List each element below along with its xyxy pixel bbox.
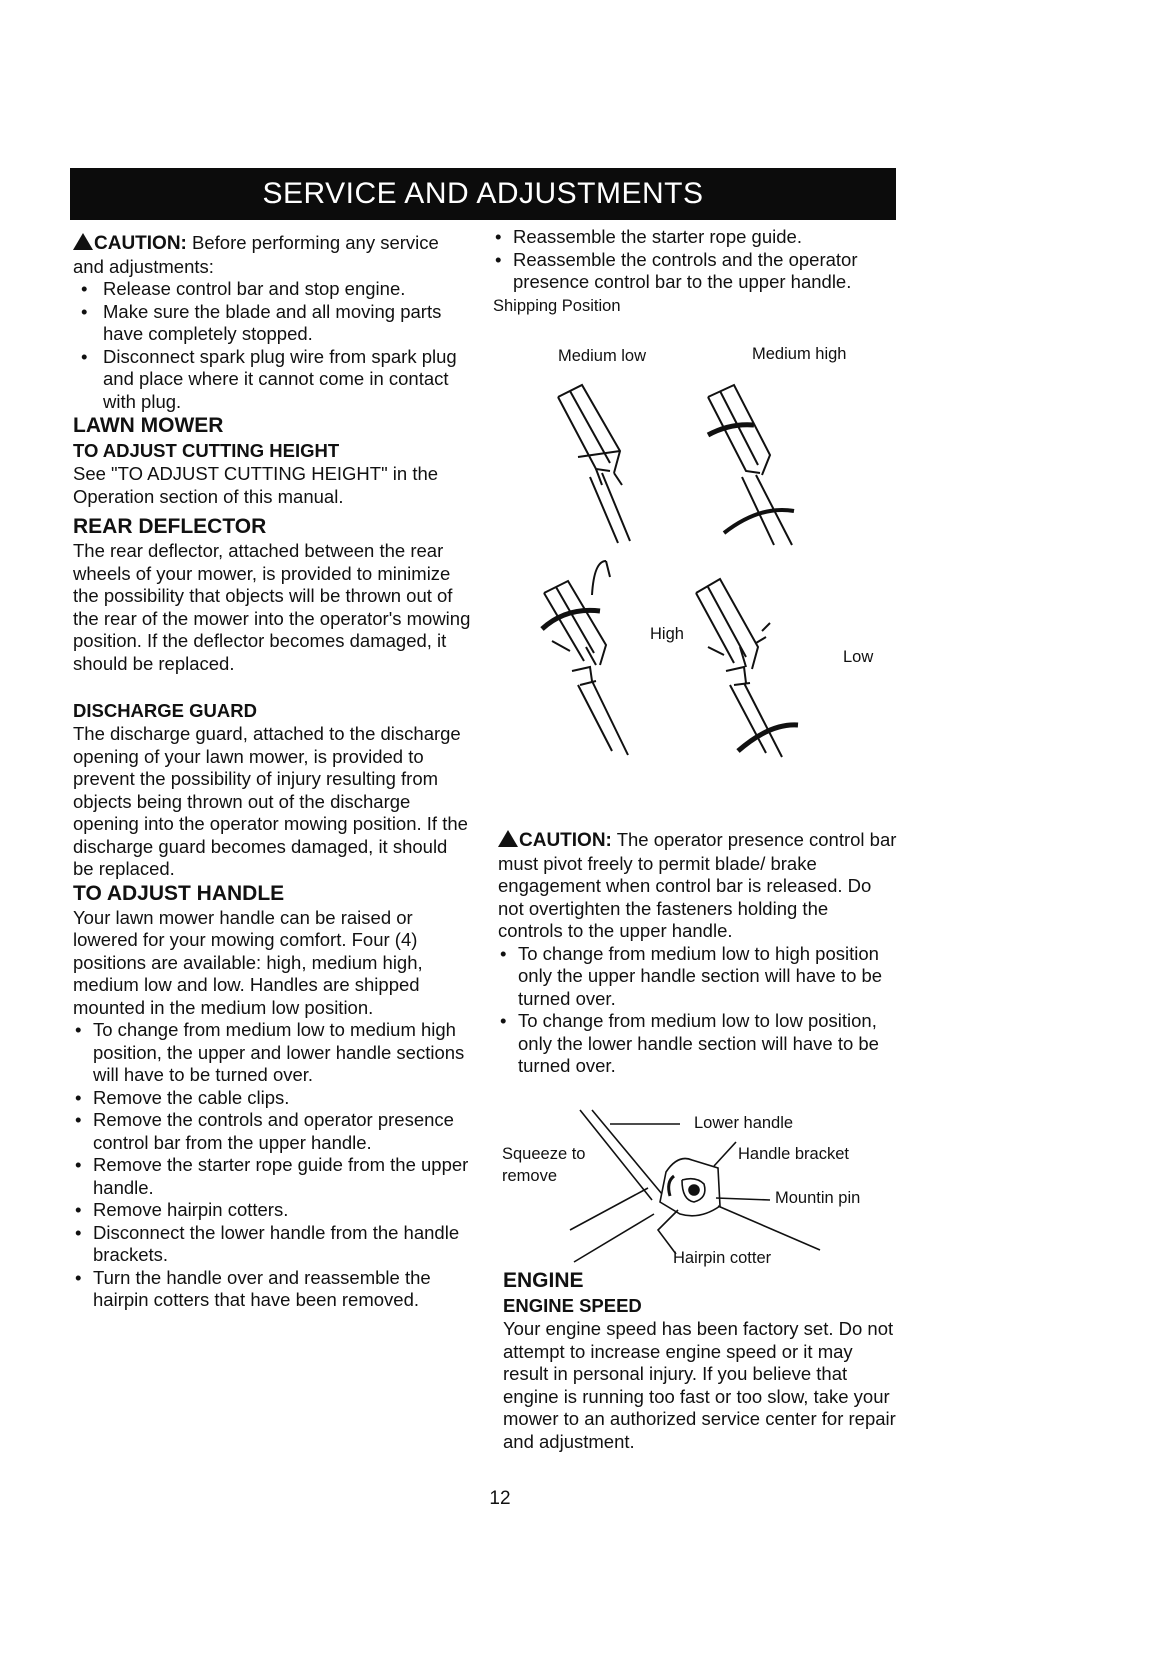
list-item: • Disconnect the lower handle from the handle brackets. xyxy=(73,1222,473,1267)
handle-medium-high-figure xyxy=(708,385,794,545)
section-title-banner: SERVICE AND ADJUSTMENTS xyxy=(70,168,896,220)
list-item: • To change from medium low to low position, only the lower handle section will have to be turned over. xyxy=(498,1010,898,1078)
low-label: Low xyxy=(843,648,874,666)
handle-bracket-label: Handle bracket xyxy=(738,1145,849,1163)
reassemble-list xyxy=(493,226,873,294)
list-item: • Remove hairpin cotters. xyxy=(73,1199,473,1222)
cutting-height-heading: TO ADJUST CUTTING HEIGHT xyxy=(73,440,340,461)
squeeze-to-label: Squeeze to xyxy=(502,1145,586,1163)
list-item: • Remove the cable clips. xyxy=(73,1087,473,1110)
high-label: High xyxy=(650,625,684,643)
left-column xyxy=(73,232,473,1312)
cutting-height-text: See "TO ADJUST CUTTING HEIGHT" in the Operation section of this manual. xyxy=(73,463,439,507)
lower-handle-label: Lower handle xyxy=(694,1114,794,1132)
page-number: 12 xyxy=(489,1488,511,1509)
handle-medium-low-figure xyxy=(558,385,630,543)
mountin-pin-label: Mountin pin xyxy=(775,1189,861,1207)
list-item: • Make sure the blade and all moving parts have completely stopped. xyxy=(73,301,473,346)
discharge-guard-text: The discharge guard, attached to the discharge opening of your lawn mower, is provided to prevent the possibility of injury resulting from objects being thrown out of the discharge opening into the operator mowing position. If the discharge guard becomes damaged, it should be replaced. xyxy=(73,723,468,879)
handle-low-figure xyxy=(696,579,798,757)
shipping-position-label: Shipping Position xyxy=(493,296,621,315)
list-item: • Disconnect spark plug wire from spark plug and place where it cannot come in contact with plug. xyxy=(73,346,473,414)
handle-high-figure xyxy=(542,561,628,755)
warning-triangle-icon xyxy=(498,830,518,847)
hairpin-cotter-label: Hairpin cotter xyxy=(673,1249,772,1267)
list-item: • To change from medium low to medium high position, the upper and lower handle sections will have to be turned over. xyxy=(73,1019,473,1087)
list-item: • Turn the handle over and reassemble the hairpin cotters that have been removed. xyxy=(73,1267,473,1312)
adjust-handle-list xyxy=(73,1019,473,1312)
right-bottom-column xyxy=(503,1268,903,1453)
caution-list xyxy=(73,278,473,413)
list-item: • Remove the controls and operator presence control bar from the upper handle. xyxy=(73,1109,473,1154)
warning-triangle-icon xyxy=(73,233,93,250)
adjust-handle-heading: TO ADJUST HANDLE xyxy=(73,881,285,905)
engine-speed-text: Your engine speed has been factory set. Do not attempt to increase engine speed or it may result in personal injury. If you believe that engine is running too fast or too slow, take your mower to an authorized service center for repair and adjustment. xyxy=(503,1318,896,1452)
lawn-mower-heading: LAWN MOWER xyxy=(73,414,224,437)
engine-speed-heading: ENGINE SPEED xyxy=(503,1295,642,1316)
rear-deflector-heading: REAR DEFLECTOR xyxy=(73,515,267,538)
medium-low-label: Medium low xyxy=(558,347,647,365)
rear-deflector-text: The rear deflector, attached between the rear wheels of your mower, is provided to minimize the possibility that objects will be thrown out of the rear of the mower into the operator's mowing position. If the deflector becomes damaged, it should be replaced. xyxy=(73,540,471,674)
discharge-guard-heading: DISCHARGE GUARD xyxy=(73,700,257,721)
handle-positions-diagram xyxy=(530,385,890,805)
list-item: • To change from medium low to high position only the upper handle section will have to be turned over. xyxy=(498,943,898,1011)
list-item: • Reassemble the starter rope guide. xyxy=(493,226,873,249)
caution2-paragraph: CAUTION: The operator presence control bar must pivot freely to permit blade/ brake engagement when control bar is released. Do not overtighten the fasteners holding the controls to the upper handle. xyxy=(498,829,897,941)
adjust-handle-text: Your lawn mower handle can be raised or lowered for your mowing comfort. Four (4) positions are available: high, medium high, medium low and low. Handles are shipped mounted in the medium low position. xyxy=(73,906,423,1018)
list-item: • Reassemble the controls and the operator presence control bar to the upper handle. xyxy=(493,249,873,294)
list-item: • Release control bar and stop engine. xyxy=(73,278,473,301)
engine-heading: ENGINE xyxy=(503,1269,584,1292)
medium-high-label: Medium high xyxy=(752,345,847,363)
caution2-list xyxy=(498,943,898,1078)
handle-bracket-diagram xyxy=(570,1110,830,1260)
right-top-column xyxy=(493,226,873,317)
right-middle-column xyxy=(498,829,898,1078)
remove-label: remove xyxy=(502,1167,558,1185)
caution-paragraph: CAUTION: Before performing any service and adjustments: xyxy=(73,232,439,277)
list-item: • Remove the starter rope guide from the upper handle. xyxy=(73,1154,473,1199)
